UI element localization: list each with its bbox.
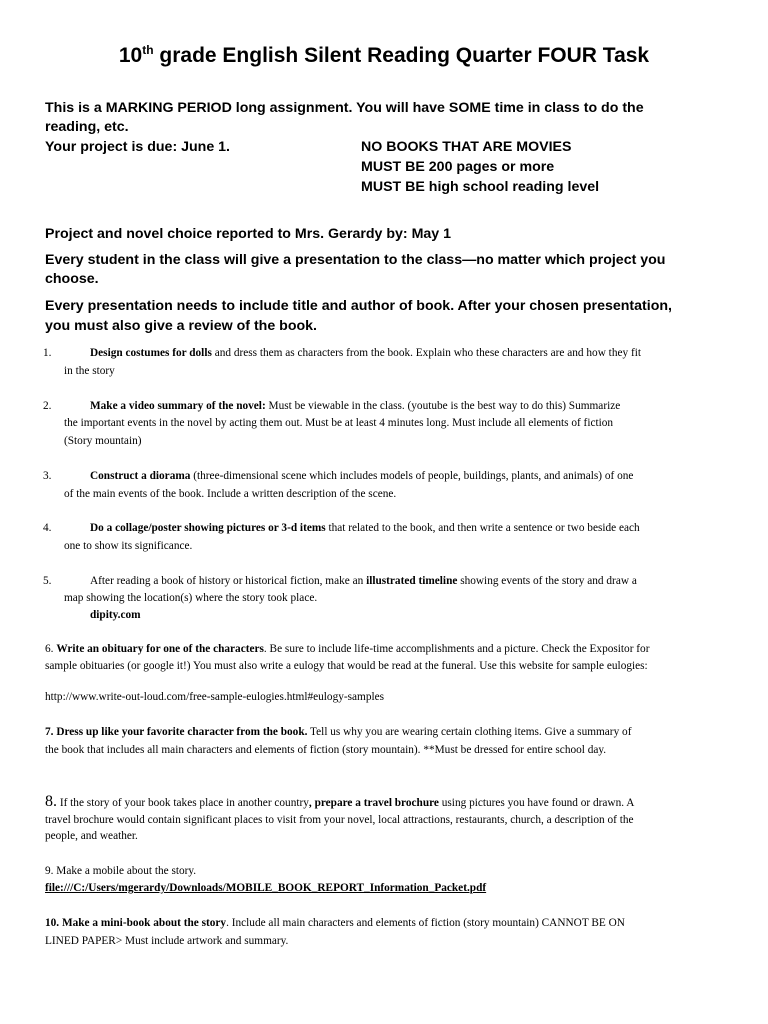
- list-item-cont: map showing the location(s) where the story took place.: [64, 592, 318, 604]
- list-item: 1. Design costumes for dolls and dress them as characters from the book. Explain who these characters are and how they fit: [43, 347, 641, 359]
- list-item-cont: in the story: [64, 365, 115, 377]
- review-line-2: you must also give a review of the book.: [45, 318, 317, 334]
- list-item-cont: travel brochure would contain significant places to visit from your novel, local attractions, restaurants, church, a description of the: [45, 814, 634, 826]
- due-date: Your project is due: June 1.: [45, 139, 230, 155]
- list-item: 4. Do a collage/poster showing pictures or 3-d items that related to the book, and then write a sentence or two beside each: [43, 522, 640, 534]
- list-item: 10. Make a mini-book about the story. Include all main characters and elements of fiction (story mountain) CANNOT BE ON: [45, 917, 625, 929]
- presentation-line-2: choose.: [45, 271, 99, 287]
- eulogy-url[interactable]: http://www.write-out-loud.com/free-sample-eulogies.html#eulogy-samples: [45, 691, 385, 703]
- list-item-cont: sample obituaries (or google it!) You must also write a eulogy that would be read at the funeral. Use this website for sample eulogies:: [45, 660, 648, 672]
- list-item: 8. If the story of your book takes place in another country, prepare a travel brochure using pictures you have found or drawn. A: [45, 793, 635, 810]
- list-item: 5. After reading a book of history or historical fiction, make an illustrated timeline showing events of the story and draw a: [43, 575, 637, 587]
- page-title: 10th grade English Silent Reading Quarter FOUR Task: [118, 43, 650, 67]
- dipity-link[interactable]: dipity.com: [90, 609, 141, 621]
- list-item-cont: one to show its significance.: [64, 540, 193, 552]
- mobile-packet-link[interactable]: file:///C:/Users/mgerardy/Downloads/MOBILE_BOOK_REPORT_Information_Packet.pdf: [45, 882, 487, 894]
- list-item: 9. Make a mobile about the story.: [45, 865, 197, 877]
- list-item-cont: of the main events of the book. Include a written description of the scene.: [64, 488, 397, 500]
- list-item: 2. Make a video summary of the novel: Must be viewable in the class. (youtube is the best way to do this) Summarize: [43, 400, 621, 412]
- list-item-cont: the book that includes all main characters and elements of fiction (story mountain). **Must be dressed for entire school day.: [45, 744, 607, 756]
- review-line-1: Every presentation needs to include title and author of book. After your chosen presentation,: [45, 298, 672, 314]
- list-item-cont: the important events in the novel by acting them out. Must be at least 4 minutes long. Must include all elements of fiction: [64, 417, 614, 429]
- list-item-cont: (Story mountain): [64, 435, 142, 447]
- intro-line-1: This is a MARKING PERIOD long assignment. You will have SOME time in class to do the: [45, 100, 644, 116]
- list-item: 7. Dress up like your favorite character from the book. Tell us why you are wearing certain clothing items. Give a summary of: [45, 726, 632, 738]
- rule-reading-level: MUST BE high school reading level: [361, 179, 600, 195]
- rule-no-movies: NO BOOKS THAT ARE MOVIES: [361, 139, 572, 155]
- rule-page-count: MUST BE 200 pages or more: [361, 159, 555, 175]
- list-item-cont: LINED PAPER> Must include artwork and summary.: [45, 935, 289, 947]
- list-item-cont: people, and weather.: [45, 830, 138, 842]
- list-item: 3. Construct a diorama (three-dimensional scene which includes models of people, buildings, plants, and animals) of one: [43, 470, 634, 482]
- list-item: 6. Write an obituary for one of the characters. Be sure to include life-time accomplishments and a picture. Check the Expositor for: [45, 643, 650, 655]
- intro-line-2: reading, etc.: [45, 119, 129, 135]
- presentation-line-1: Every student in the class will give a presentation to the class—no matter which project you: [45, 252, 666, 268]
- report-deadline: Project and novel choice reported to Mrs. Gerardy by: May 1: [45, 226, 452, 242]
